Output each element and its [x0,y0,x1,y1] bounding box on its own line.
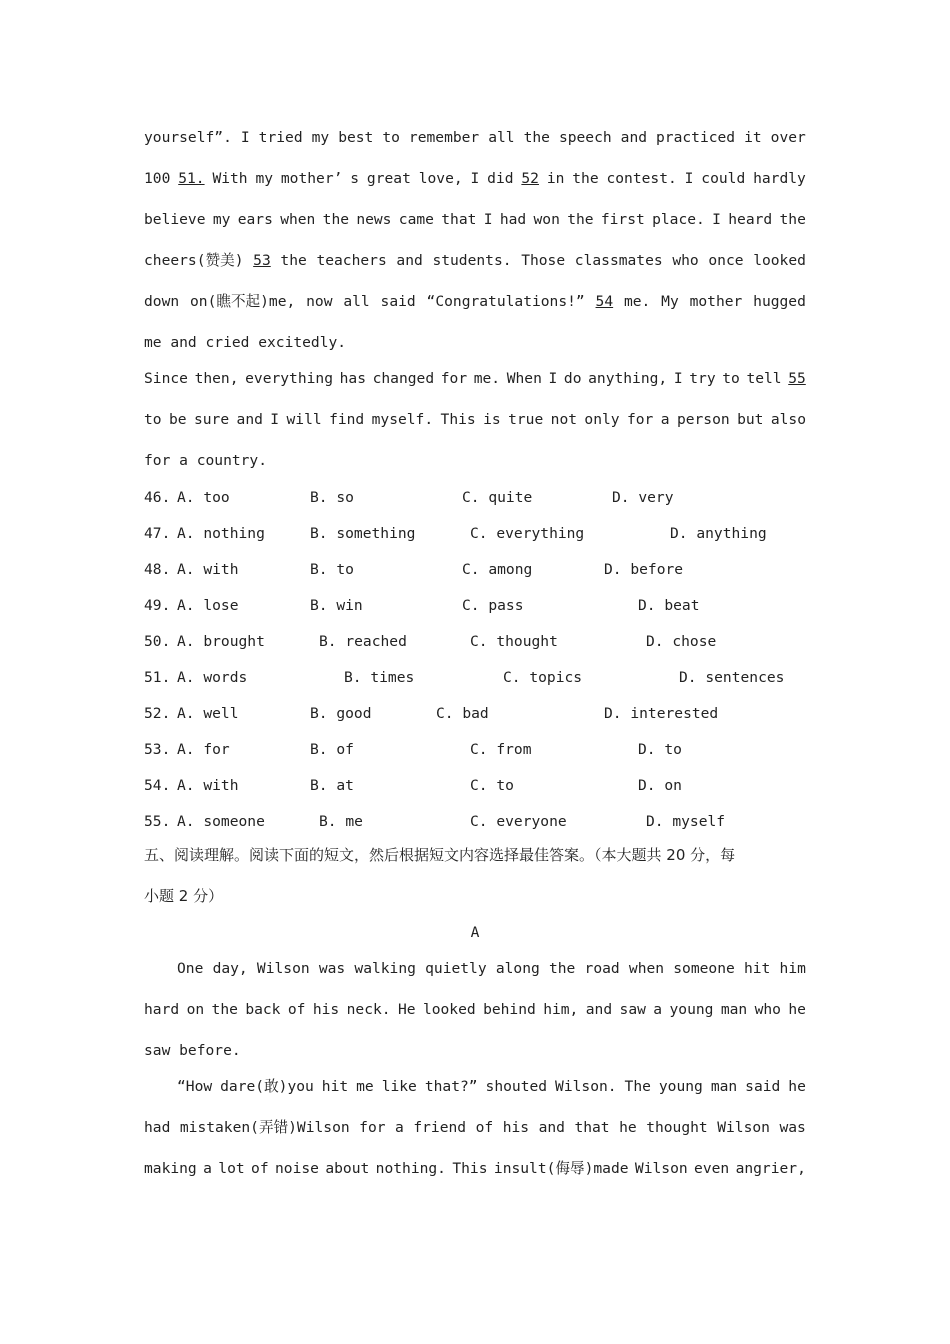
passage-label: A [470,924,480,941]
blank-number: 51. [178,170,205,187]
word: to [722,370,740,387]
word: and [620,129,648,146]
option-b: B. of [310,741,354,758]
word: said [745,1078,781,1095]
option-c: C. pass [462,597,524,614]
word: him [779,960,806,977]
word: “Congratulations!” [426,293,585,310]
word: day, [212,960,248,977]
word: tried [258,129,303,146]
word: hit [321,1078,349,1095]
word: looked [753,252,806,269]
word: a [203,1160,212,1177]
word: try [689,370,716,387]
word: remember [408,129,480,146]
option-d: D. beat [638,597,700,614]
word: on(瞧不起)me, [190,293,296,310]
word: he [788,1078,806,1095]
word: and [585,1001,613,1018]
question-number: 53. [144,741,171,758]
word: said [380,293,416,310]
word: to [382,129,400,146]
word: when [628,960,665,977]
section-heading-cont: 小题 2 分） [144,887,224,905]
word: then, [194,370,239,387]
word: my [255,170,274,187]
word: a [653,1001,663,1018]
word: believe [144,211,206,228]
word: all [343,293,370,310]
word: was [779,1119,806,1136]
passage-line [144,1118,806,1138]
word: I [270,411,280,428]
option-d: D. sentences [679,669,785,686]
blank-number: 54 [595,293,614,310]
word: quietly [425,960,487,977]
word: true [508,411,544,428]
option-d: D. interested [604,705,719,722]
word: I [684,170,694,187]
option-c: C. quite [462,489,533,506]
option-b: B. good [310,705,372,722]
word: When [506,370,542,387]
word: won [533,211,560,228]
word: looked [422,1001,476,1018]
option-c: C. everything [470,525,585,542]
word: love, [418,170,463,187]
word: road [584,960,620,977]
question-number: 47. [144,525,171,542]
word: sure [193,411,230,428]
option-d: D. myself [646,813,726,830]
word: for [440,370,468,387]
word: dare(敢)you [220,1078,314,1095]
word: a [395,1119,404,1136]
option-d: D. before [604,561,684,578]
word: did [487,170,514,187]
word: ears [237,211,273,228]
word: My [661,293,679,310]
word: only [584,411,620,428]
option-b: B. me [319,813,363,830]
word: hit [743,960,771,977]
word: had [499,211,527,228]
word: all [488,129,515,146]
word: Wilson [256,960,310,977]
section-heading: 五、阅读理解。阅读下面的短文，然后根据短文内容选择最佳答案。（本大题共 20 分，每 [144,846,736,864]
question-number: 54. [144,777,171,794]
word: myself. [371,411,434,428]
word: like [381,1078,417,1095]
word: for [359,1119,386,1136]
word: Wilson [717,1119,770,1136]
word: s [350,170,360,187]
word: him, [543,1001,579,1018]
blank-number: 52 [521,170,539,187]
question-number: 48. [144,561,171,578]
word: the [572,170,599,187]
passage-line [144,128,806,148]
word: in [546,170,565,187]
word: the [779,211,806,228]
word: mother [689,293,743,310]
word: had [144,1119,171,1136]
word: This [452,1160,488,1177]
option-a: A. lose [177,597,239,614]
word: it [744,129,762,146]
word: tell [746,370,782,387]
word: person [676,411,730,428]
word: noise [275,1160,319,1177]
option-c: C. from [470,741,532,758]
question-number: 55. [144,813,171,830]
word: that?” [424,1078,478,1095]
option-b: B. at [310,777,354,794]
word: yourself”. [144,129,232,146]
word: do [563,370,582,387]
word: a [660,411,670,428]
word: but [737,411,764,428]
option-a: A. someone [177,813,265,830]
word: has [339,370,366,387]
word: to [144,411,162,428]
word: now [306,293,333,310]
word: walking [354,960,416,977]
word: thought [646,1119,708,1136]
word: came [398,211,434,228]
word: also [770,411,806,428]
question-number: 51. [144,669,171,686]
word: saw [619,1001,646,1018]
word: find [329,411,365,428]
word: classmates [574,252,663,269]
passage-line [144,251,806,271]
passage-line: for a country. [144,452,268,469]
word: One [177,960,204,977]
word: of [475,1119,494,1136]
word: young [669,1001,714,1018]
option-d: D. on [638,777,682,794]
option-a: A. with [177,561,239,578]
word: Wilson [634,1160,688,1177]
word: my [212,211,231,228]
word: and [396,252,423,269]
word: Since [144,370,188,387]
word: news [356,211,392,228]
word: man [720,1001,748,1018]
question-number: 50. [144,633,171,650]
word: is [483,411,501,428]
word: man [710,1078,738,1095]
word: everything [245,370,333,387]
word: I [673,370,683,387]
word: speech [558,129,612,146]
word: behind [483,1001,536,1018]
word: the [548,960,576,977]
word: once [708,252,744,269]
word: I [470,170,480,187]
word: hard [144,1001,180,1018]
word: lot [218,1160,245,1177]
option-b: B. something [310,525,416,542]
word: best [338,129,374,146]
passage-line [177,959,806,979]
blank-number: 53 [253,252,271,269]
word: anything, [588,370,668,387]
option-b: B. reached [319,633,407,650]
word: me. [623,293,651,310]
option-d: D. chose [646,633,717,650]
word: his [312,1001,340,1018]
word: 100 [144,170,171,187]
word: hugged [753,293,806,310]
option-c: C. among [462,561,533,578]
word: on [186,1001,205,1018]
word: his [502,1119,530,1136]
word: the [523,129,550,146]
word: that [441,211,477,228]
word: students. [432,252,512,269]
passage-line: me and cried excitedly. [144,334,347,351]
word: when [280,211,316,228]
word: friend [413,1119,467,1136]
passage-line: saw before. [144,1042,241,1059]
word: He [397,1001,416,1018]
word: the [567,211,594,228]
word: insult(侮辱)made [493,1160,629,1177]
word: me. [473,370,501,387]
word: contest. [606,170,677,187]
passage-line [144,1159,806,1179]
option-d: D. very [612,489,674,506]
passage-line [144,292,806,312]
word: teachers [316,252,387,269]
option-c: C. to [470,777,514,794]
word: I [712,211,721,228]
passage-line [144,169,806,189]
option-d: D. anything [670,525,767,542]
word: of [287,1001,306,1018]
passage-line [144,1000,806,1020]
option-a: A. brought [177,633,265,650]
word: place. [652,211,705,228]
word: who [672,252,699,269]
word: and [236,411,263,428]
question-number: 49. [144,597,171,614]
word: I [483,211,493,228]
word: who [754,1001,781,1018]
option-c: C. topics [503,669,583,686]
word: young [658,1078,703,1095]
word: was [318,960,346,977]
word: cheers(赞美) [144,252,244,269]
option-c: C. everyone [470,813,567,830]
word: the [322,211,350,228]
blank-number: 55 [788,370,806,387]
question-number: 52. [144,705,171,722]
word: will [286,411,322,428]
word: Those [521,252,566,269]
word: someone [673,960,735,977]
passage-line [144,410,806,430]
word: making [144,1160,197,1177]
option-c: C. bad [436,705,489,722]
word: “How [177,1078,213,1095]
option-a: A. well [177,705,239,722]
word: practiced [656,129,736,146]
word: hardly [753,170,806,187]
word: he [619,1119,637,1136]
word: down [144,293,180,310]
option-b: B. times [344,669,415,686]
option-a: A. too [177,489,230,506]
question-number: 46. [144,489,171,506]
word: the [211,1001,238,1018]
option-a: A. nothing [177,525,265,542]
word: my [311,129,330,146]
word: he [788,1001,806,1018]
word: be [168,411,187,428]
word: back [245,1001,281,1018]
option-c: C. thought [470,633,558,650]
word: the [280,252,307,269]
word: not [550,411,578,428]
word: along [495,960,540,977]
word: even [694,1160,730,1177]
word: I [548,370,558,387]
word: and [538,1119,565,1136]
word: angrier, [735,1160,806,1177]
word: changed [372,370,435,387]
word: of [251,1160,269,1177]
word: nothing. [375,1160,446,1177]
word: mistaken(弄错)Wilson [179,1119,350,1136]
word: With [212,170,248,187]
word: great [366,170,411,187]
word: over [770,129,806,146]
word: shouted [485,1078,548,1095]
word: heard [728,211,773,228]
word: about [325,1160,370,1177]
word: This [440,411,476,428]
passage-line [144,210,806,230]
option-a: A. for [177,741,230,758]
word: mother’ [280,170,343,187]
word: The [624,1078,651,1095]
option-a: A. words [177,669,248,686]
option-b: B. so [310,489,354,506]
option-a: A. with [177,777,239,794]
word: me [356,1078,374,1095]
option-b: B. win [310,597,363,614]
word: could [701,170,746,187]
word: for [626,411,654,428]
word: Wilson. [555,1078,617,1095]
option-d: D. to [638,741,682,758]
passage-line [144,369,806,389]
word: that [574,1119,610,1136]
option-b: B. to [310,561,354,578]
word: I [240,129,250,146]
word: first [600,211,645,228]
passage-line [177,1077,806,1097]
word: neck. [346,1001,391,1018]
